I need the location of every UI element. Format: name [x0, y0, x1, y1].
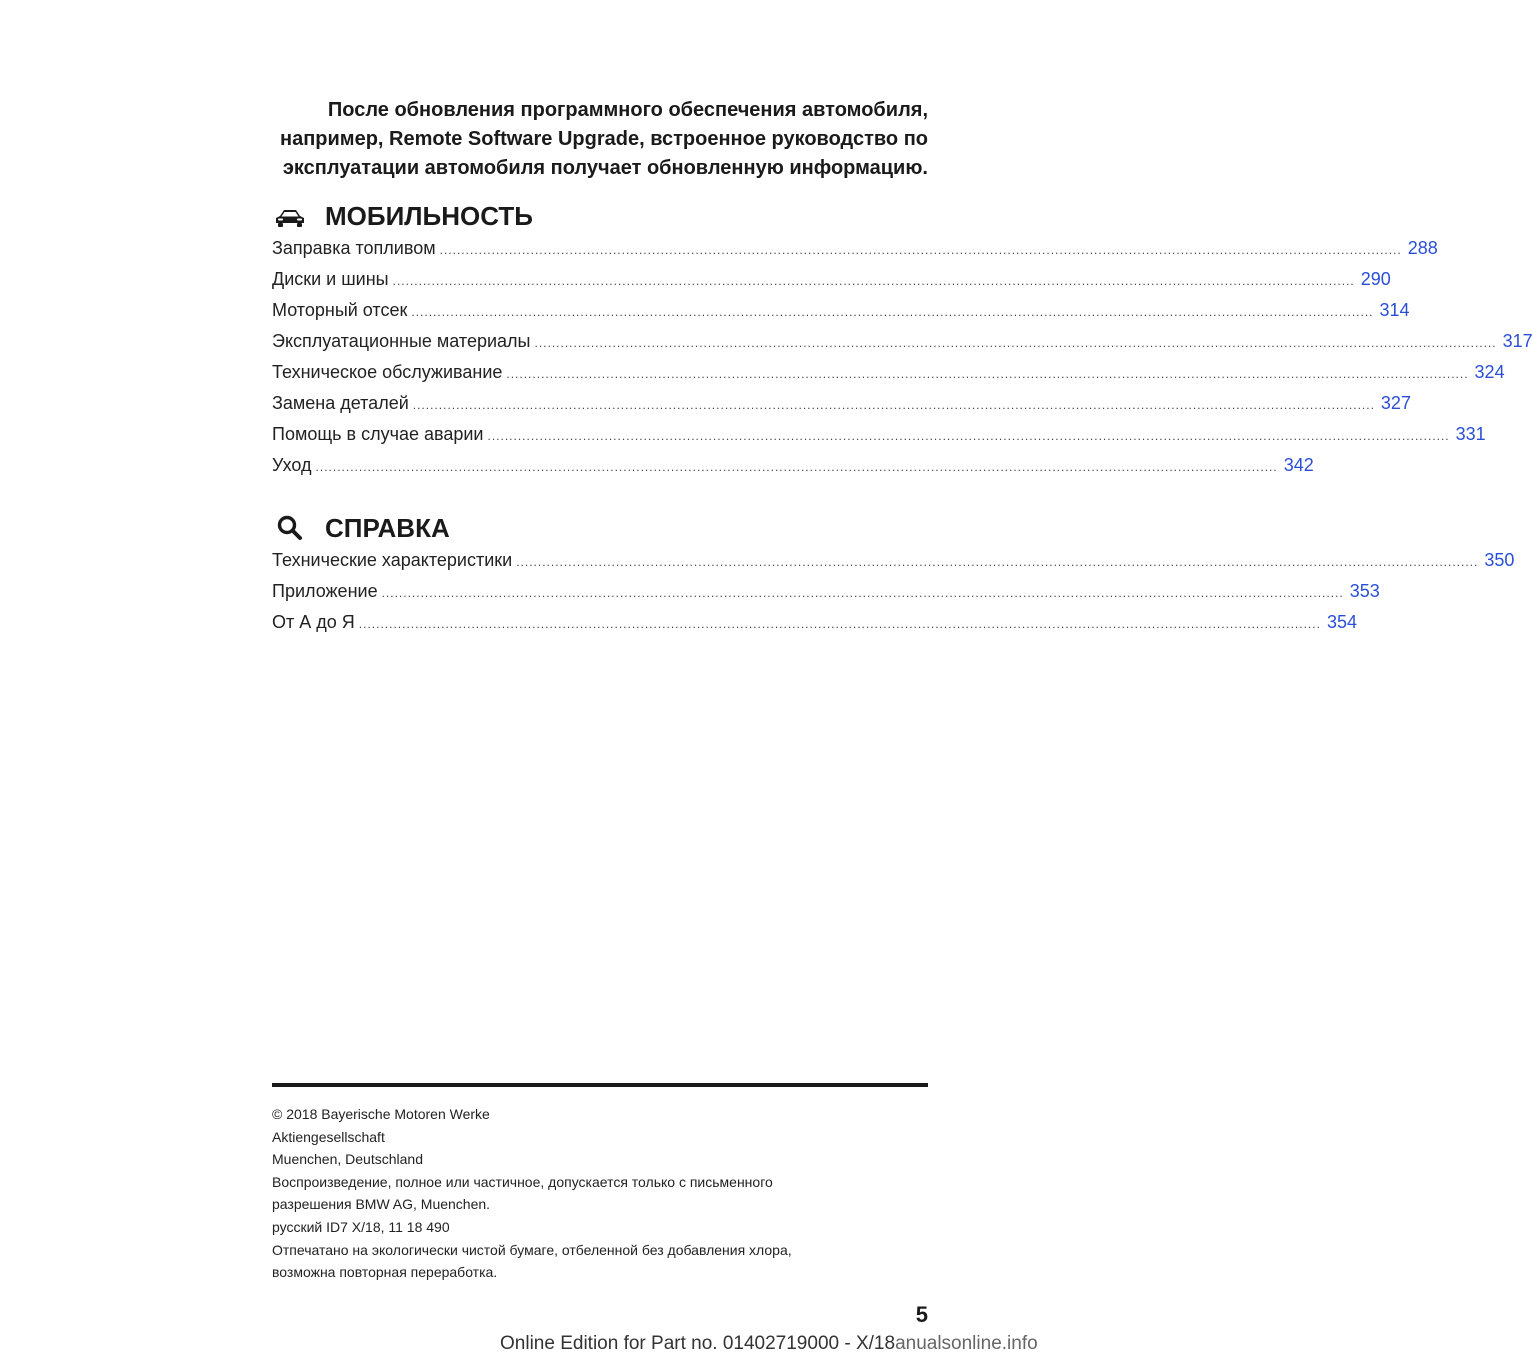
- toc-entry-label: От А до Я: [272, 612, 355, 632]
- section-title: МОБИЛЬНОСТЬ: [325, 200, 533, 231]
- toc-entry[interactable]: [272, 269, 1391, 300]
- dot-leader: [488, 429, 1450, 443]
- watermark-site: anualsonline.info: [895, 1333, 1038, 1354]
- toc-entry[interactable]: [272, 331, 1533, 362]
- section-header: [272, 508, 928, 548]
- section-header: [272, 196, 928, 236]
- dot-leader: [516, 555, 1478, 569]
- dot-leader: [316, 460, 1278, 474]
- intro-line: например, Remote Software Upgrade, встроенное руководство по: [279, 128, 928, 150]
- dot-leader: [382, 586, 1344, 600]
- toc-page-link[interactable]: 331: [1455, 424, 1486, 444]
- toc-page-link[interactable]: 324: [1474, 362, 1505, 382]
- toc-page-link[interactable]: 290: [1360, 269, 1391, 289]
- imprint-line: русский ID7 X/18, 11 18 490: [272, 1218, 450, 1235]
- page-number: 5: [915, 1302, 928, 1327]
- toc-list: [272, 550, 1515, 643]
- imprint-line: Отпечатано на экологически чистой бумаге, отбеленной без добавления хлора,: [272, 1241, 792, 1258]
- car-icon: [272, 201, 308, 231]
- imprint-line: возможна повторная переработка.: [272, 1264, 498, 1281]
- toc-page-link[interactable]: 350: [1484, 550, 1515, 570]
- dot-leader: [413, 398, 1375, 412]
- section-title: СПРАВКА: [325, 512, 450, 543]
- intro-line: эксплуатации автомобиля получает обновленную информацию.: [282, 157, 928, 179]
- toc-page-link[interactable]: 354: [1326, 612, 1357, 632]
- toc-entry[interactable]: [272, 612, 1357, 643]
- imprint-line: разрешения BMW AG, Muenchen.: [272, 1196, 491, 1213]
- section-mobility: [272, 196, 1533, 486]
- online-edition-footer: [500, 1333, 1038, 1355]
- imprint-line: Воспроизведение, полное или частичное, допускается только с письменного: [272, 1173, 773, 1190]
- toc-list: [272, 238, 1533, 486]
- imprint: [272, 1103, 928, 1284]
- toc-entry-label: Приложение: [272, 581, 378, 601]
- toc-entry-label: Диски и шины: [272, 269, 389, 289]
- toc-entry-label: Помощь в случае аварии: [272, 424, 484, 444]
- toc-page-link[interactable]: 288: [1407, 238, 1438, 258]
- dot-leader: [393, 274, 1355, 288]
- toc-entry[interactable]: [272, 300, 1410, 331]
- magnifier-icon: [272, 513, 308, 543]
- dot-leader: [535, 336, 1497, 350]
- toc-entry-label: Замена деталей: [272, 393, 409, 413]
- imprint-line: Muenchen, Deutschland: [272, 1151, 423, 1168]
- toc-page-link[interactable]: 342: [1283, 455, 1314, 475]
- dot-leader: [411, 305, 1373, 319]
- imprint-divider: [272, 1083, 928, 1087]
- intro-note: [228, 96, 928, 183]
- toc-page-link[interactable]: 317: [1502, 331, 1533, 351]
- dot-leader: [359, 617, 1321, 631]
- intro-line: После обновления программного обеспечения автомобиля,: [327, 99, 928, 121]
- toc-entry-label: Технические характеристики: [272, 550, 513, 570]
- toc-page-link[interactable]: 327: [1380, 393, 1411, 413]
- toc-entry[interactable]: [272, 550, 1515, 581]
- toc-entry-label: Заправка топливом: [272, 238, 436, 258]
- toc-page-link[interactable]: 314: [1379, 300, 1410, 320]
- toc-entry[interactable]: [272, 455, 1314, 486]
- dot-leader: [506, 367, 1468, 381]
- edition-text: Online Edition for Part no. 01402719000 - X/18: [500, 1333, 896, 1354]
- toc-entry-label: Уход: [272, 455, 312, 475]
- imprint-line: Aktiengesellschaft: [272, 1128, 385, 1145]
- toc-entry-label: Эксплуатационные материалы: [272, 331, 531, 351]
- toc-entry[interactable]: [272, 393, 1411, 424]
- toc-entry-label: Техническое обслуживание: [272, 362, 503, 382]
- toc-entry-label: Моторный отсек: [272, 300, 408, 320]
- toc-page-link[interactable]: 353: [1349, 581, 1380, 601]
- toc-entry[interactable]: [272, 424, 1486, 455]
- dot-leader: [440, 243, 1402, 257]
- toc-entry[interactable]: [272, 362, 1505, 393]
- toc-entry[interactable]: [272, 581, 1380, 612]
- imprint-line: © 2018 Bayerische Motoren Werke: [272, 1106, 490, 1122]
- section-reference: [272, 508, 1515, 643]
- toc-entry[interactable]: [272, 238, 1438, 269]
